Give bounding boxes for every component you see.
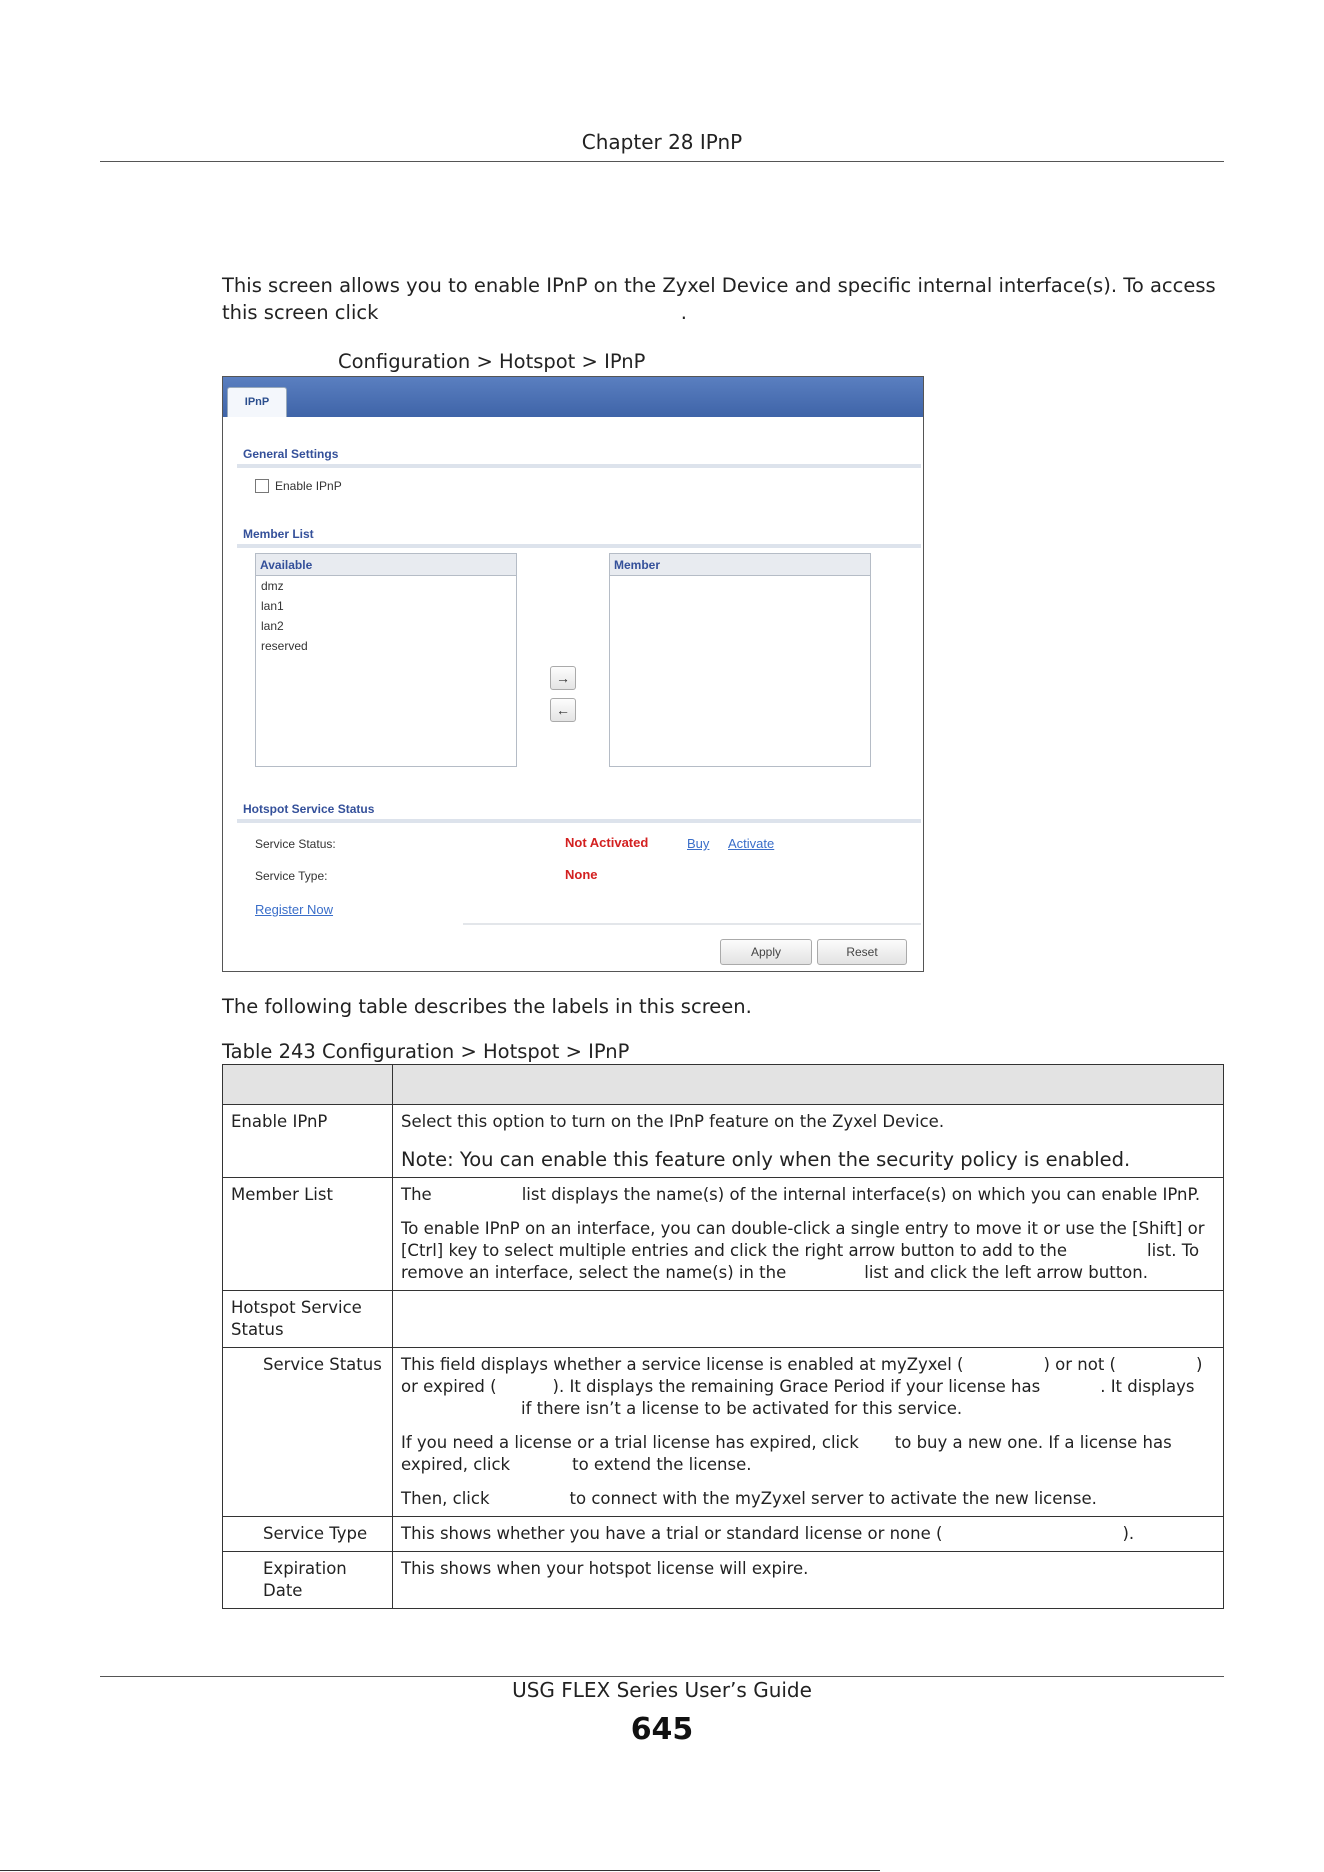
table-row	[223, 1178, 1224, 1291]
register-now-link[interactable]: Register Now	[255, 902, 334, 917]
ipnp-screenshot	[222, 376, 924, 972]
member-list-title: Member List	[243, 527, 314, 541]
enable-desc: Select this option to turn on the IPnP feature on the Zyxel Device.	[401, 1112, 945, 1131]
footer-guide-title: USG FLEX Series User’s Guide	[512, 1678, 812, 1702]
member-desc-2-c: list and click the left arrow button.	[864, 1263, 1148, 1282]
reset-button[interactable]: Reset	[817, 939, 907, 965]
table-row	[223, 1552, 1224, 1609]
status-desc-1-c: ) or expired (	[401, 1355, 1203, 1396]
member-desc-2-a: To enable IPnP on an interface, you can double-click a single entry to move it or use the [Shift] or [Ctrl] key to select multiple entries and click the right arrow button to add to the	[401, 1219, 1205, 1260]
intro-paragraph	[222, 272, 1222, 326]
top-bar	[223, 377, 923, 417]
table-row	[223, 1348, 1224, 1517]
member-desc-1-b: list displays the name(s) of the internal interface(s) on which you can enable IPnP.	[521, 1185, 1201, 1204]
member-desc-1-a: The	[401, 1185, 432, 1204]
available-item[interactable]: dmz	[261, 579, 284, 593]
intro-line-2-end: .	[680, 301, 687, 324]
bottom-rule	[0, 1870, 880, 1871]
member-header: Member	[610, 554, 870, 576]
table-header-row	[223, 1065, 1224, 1105]
member-desc-2-b: list. To remove an interface, select the name(s) in the	[401, 1241, 1200, 1282]
page-header-title: Chapter 28 IPnP	[581, 130, 743, 154]
type-desc-a: This shows whether you have a trial or standard license or none (	[401, 1524, 943, 1543]
tab-ipnp[interactable]: IPnP	[227, 387, 287, 417]
table-row	[223, 1105, 1224, 1178]
available-item[interactable]: lan2	[261, 619, 284, 633]
footer-rule	[100, 1676, 1224, 1677]
row-description: This shows when your hotspot license will expire.	[393, 1552, 1224, 1609]
available-item[interactable]: lan1	[261, 599, 284, 613]
status-desc-1-e: . It displays	[1100, 1377, 1195, 1396]
button-bar-rule	[463, 923, 921, 925]
status-desc-3-a: Then, click	[401, 1489, 490, 1508]
status-desc-2-c: to extend the license.	[572, 1455, 752, 1474]
general-settings-title: General Settings	[243, 447, 339, 461]
service-type-value: None	[565, 867, 598, 882]
figure-caption: Configuration > Hotspot > IPnP	[338, 350, 646, 373]
table-intro: The following table describes the labels in this screen.	[222, 995, 752, 1018]
row-label: Enable IPnP	[223, 1105, 393, 1178]
remove-arrow-button[interactable]	[550, 698, 576, 722]
row-label: Hotspot Service Status	[223, 1291, 393, 1348]
service-status-value: Not Activated	[565, 835, 649, 850]
status-desc-2-b: to buy a new one. If a license has expired, click	[401, 1433, 1172, 1474]
hotspot-status-rule	[237, 819, 921, 823]
arrow-left-icon: ←	[556, 702, 570, 718]
enable-note: Note: You can enable this feature only when the security policy is enabled.	[401, 1148, 1131, 1171]
add-arrow-button[interactable]	[550, 666, 576, 690]
status-desc-1-f: if there isn’t a license to be activated for this service.	[521, 1399, 963, 1418]
general-settings-rule	[237, 464, 921, 468]
page-number: 645	[630, 1712, 694, 1747]
table-row	[223, 1291, 1224, 1348]
row-label: Service Status	[223, 1348, 393, 1517]
buy-link[interactable]: Buy	[687, 836, 710, 851]
status-desc-1-b: ) or not (	[1043, 1355, 1116, 1374]
row-description	[393, 1291, 1224, 1348]
available-item[interactable]: reserved	[261, 639, 308, 653]
row-description	[393, 1178, 1224, 1291]
status-desc-2	[401, 1432, 1215, 1476]
table-row	[223, 1517, 1224, 1552]
arrow-right-icon: →	[556, 670, 570, 686]
status-desc-1	[401, 1354, 1215, 1420]
row-label: Member List	[223, 1178, 393, 1291]
intro-line-2-text: this screen click	[222, 301, 379, 324]
screen-body	[223, 417, 923, 971]
table-header-description	[393, 1065, 1224, 1105]
status-desc-1-d: ). It displays the remaining Grace Period if your license has	[552, 1377, 1041, 1396]
status-desc-3	[401, 1488, 1215, 1510]
service-type-label: Service Type:	[255, 869, 328, 883]
row-label: Expiration Date	[223, 1552, 393, 1609]
status-desc-1-a: This field displays whether a service license is enabled at myZyxel (	[401, 1355, 964, 1374]
header-rule	[100, 161, 1224, 162]
row-description	[393, 1348, 1224, 1517]
member-desc-2	[401, 1218, 1215, 1284]
row-description	[393, 1517, 1224, 1552]
hotspot-status-title: Hotspot Service Status	[243, 802, 375, 816]
enable-ipnp-label: Enable IPnP	[275, 479, 342, 493]
status-desc-3-b: to connect with the myZyxel server to activate the new license.	[569, 1489, 1097, 1508]
member-desc-1	[401, 1184, 1215, 1206]
label-description-table	[222, 1064, 1224, 1609]
table-caption: Table 243 Configuration > Hotspot > IPnP	[222, 1040, 630, 1063]
status-desc-2-a: If you need a license or a trial license has expired, click	[401, 1433, 859, 1452]
available-header: Available	[256, 554, 516, 576]
table-header-label	[223, 1065, 393, 1105]
activate-link[interactable]: Activate	[728, 836, 775, 851]
apply-button[interactable]: Apply	[720, 939, 812, 965]
member-listbox[interactable]	[609, 553, 871, 767]
enable-ipnp-checkbox[interactable]	[255, 479, 269, 493]
intro-line-1: This screen allows you to enable IPnP on the Zyxel Device and specific internal interface(s). To access	[222, 274, 1216, 297]
row-label: Service Type	[223, 1517, 393, 1552]
member-list-rule	[237, 544, 921, 548]
row-description	[393, 1105, 1224, 1178]
type-desc-b: ).	[1122, 1524, 1135, 1543]
service-status-label: Service Status:	[255, 837, 336, 851]
intro-line-2	[222, 299, 1222, 326]
available-listbox[interactable]	[255, 553, 517, 767]
